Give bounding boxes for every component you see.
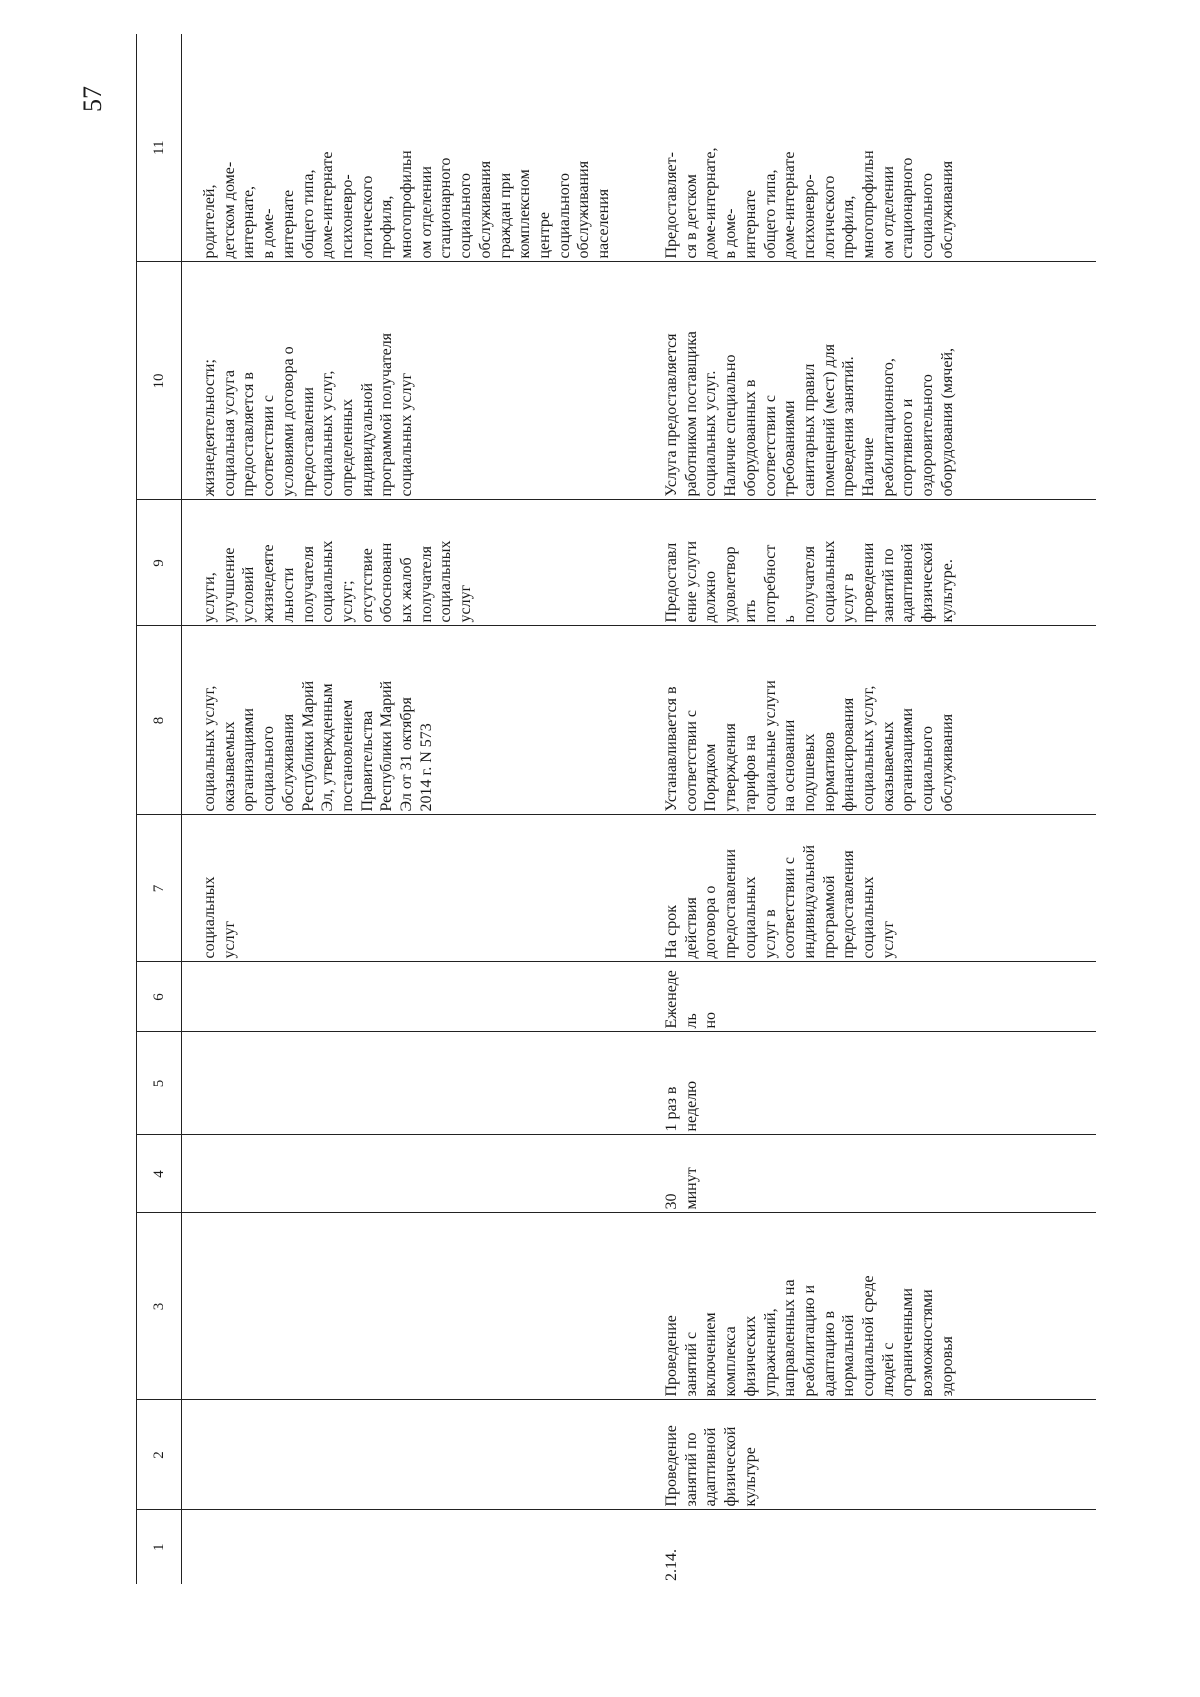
column-number-header-row: [137, 34, 182, 1584]
cell-duration: 30 минут: [640, 1135, 1096, 1213]
table-cell: [182, 1032, 641, 1135]
column-header-10: 10: [137, 262, 182, 500]
cell-tariff: Устанавливается в соответствии с Порядком утверждения тарифов на социальные услуги на основании подушевых нормативов финансирования социальных услуг, оказываемых организациями социального обслуживания: [640, 626, 1096, 815]
cell-conditions: жизнедеятельности; социальная услуга предоставляется в соответствии с условиями договора о предоставлении социальных услуг, определенных индивидуальной программой получателя социальных услуг: [182, 262, 641, 500]
column-header-2: 2: [137, 1400, 182, 1510]
cell-service-period: социальных услуг: [182, 815, 641, 962]
table-cell: [182, 962, 641, 1032]
services-table: [136, 34, 1096, 1584]
cell-service-period: На срок действия договора о предоставлении социальных услуг в соответствии с индивидуальной программой предоставления социальных услуг: [640, 815, 1096, 962]
cell-provided-where: Предоставляет- ся в детском доме-интернате, в доме- интернате общего типа, доме-интернате психоневро- логического профиля, многопрофильн ом отделении стационарного социального обслуживания: [640, 34, 1096, 262]
table-cell: [182, 1213, 641, 1400]
column-header-9: 9: [137, 500, 182, 626]
rotated-table-container: [136, 34, 1069, 1584]
cell-tariff: социальных услуг, оказываемых организациями социального обслуживания Республики Марий Эл, утвержденным постановлением Правительства Республики Марий Эл от 31 октября 2014 г. N 573: [182, 626, 641, 815]
cell-quality-indicators: услуги, улучшение условий жизнедеяте льности получателя социальных услуг; отсутствие обоснованн ых жалоб получателя социальных услуг: [182, 500, 641, 626]
page-number: 57: [78, 86, 107, 112]
table-cell: [182, 1510, 641, 1584]
cell-quality-indicators: Предоставл ение услуги должно удовлетвор ить потребност ь получателя социальных услуг в проведении занятий по адаптивной физической культуре.: [640, 500, 1096, 626]
cell-service-name: Проведение занятий по адаптивной физической культуре: [640, 1400, 1096, 1510]
table-cell: [182, 1135, 641, 1213]
table-row-2-14: [640, 34, 1096, 1584]
column-header-11: 11: [137, 34, 182, 262]
table-row-continued: [182, 34, 641, 1584]
cell-periodicity: Еженедель но: [640, 962, 1096, 1032]
column-header-7: 7: [137, 815, 182, 962]
cell-frequency: 1 раз в неделю: [640, 1032, 1096, 1135]
column-header-5: 5: [137, 1032, 182, 1135]
column-header-1: 1: [137, 1510, 182, 1584]
column-header-6: 6: [137, 962, 182, 1032]
cell-service-description: Проведение занятий с включением комплекса физических упражнений, направленных на реабилитацию и адаптацию в нормальной социальной среде людей с ограниченными возможностями здоровья: [640, 1213, 1096, 1400]
cell-item-number: 2.14.: [663, 1549, 680, 1581]
column-header-4: 4: [137, 1135, 182, 1213]
column-header-3: 3: [137, 1213, 182, 1400]
table-cell: [182, 1400, 641, 1510]
column-header-8: 8: [137, 626, 182, 815]
cell-conditions: Услуга предоставляется работником поставщика социальных услуг. Наличие специально оборудованных в соответствии с требованиями санитарных правил помещений (мест) для проведения занятий. Наличие реабилитационного, спортивного и оздоровительного оборудования (мячей,: [640, 262, 1096, 500]
cell-provided-where: родителей, детском доме- интернате, в доме- интернате общего типа, доме-интернате психоневро- логического профиля, многопрофильн ом отделении стационарного социального обслуживания граждан при комплексном центре социального обслуживания населения: [182, 34, 641, 262]
